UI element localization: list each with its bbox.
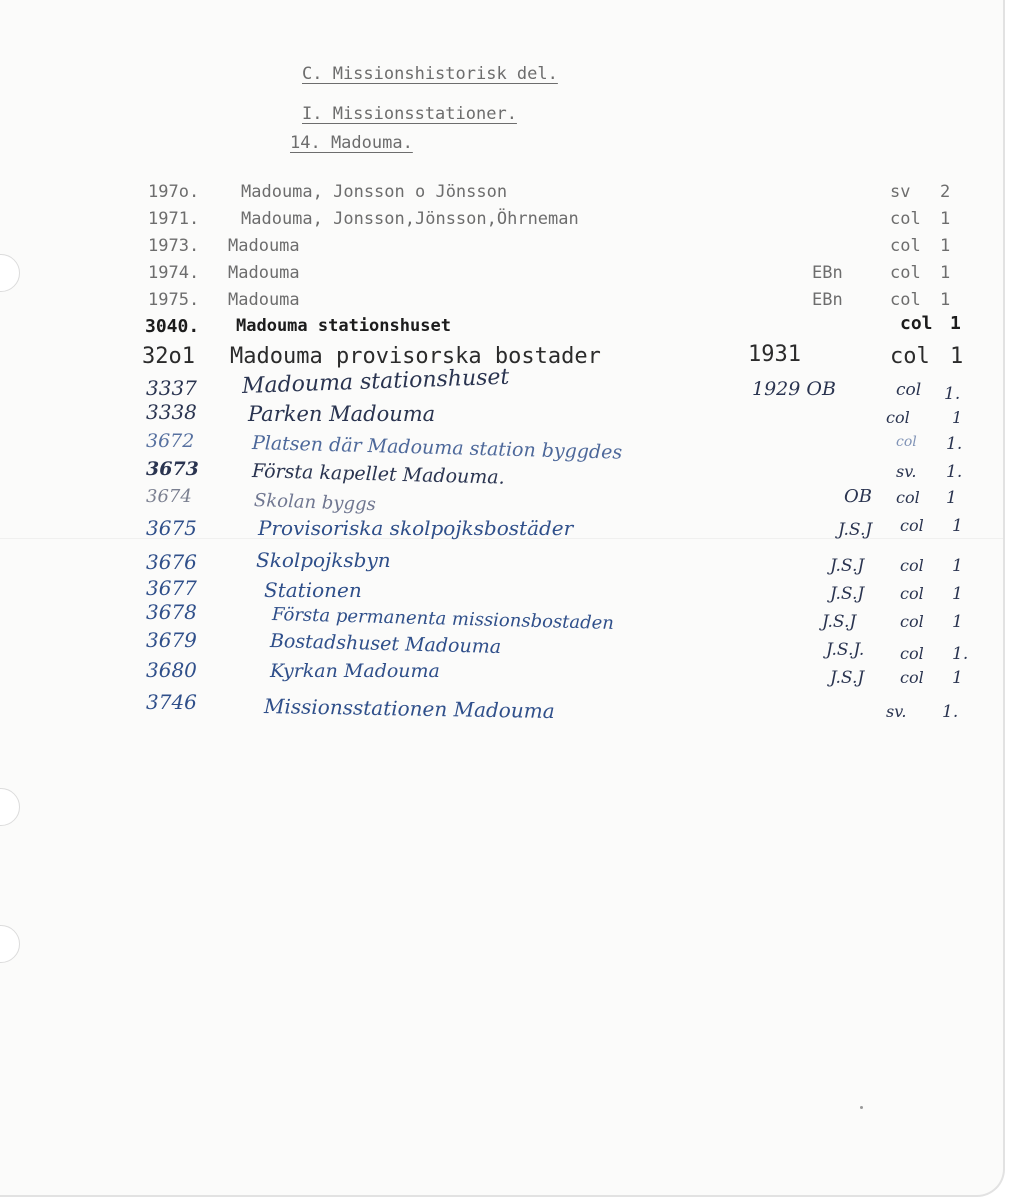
row-count: 1. (952, 644, 969, 664)
paper-speck (860, 1106, 863, 1109)
row-number: 3040. (145, 316, 200, 337)
row-type: col (900, 516, 924, 535)
row-type: col (900, 668, 924, 687)
row-code: 1931 (748, 342, 801, 367)
row-description: Madouma stationshuset (241, 364, 510, 399)
row-number: 3338 (146, 400, 197, 424)
row-number: 3678 (146, 600, 197, 624)
row-code: EBn (812, 290, 843, 310)
row-number: 1975. (148, 290, 200, 310)
row-code: OB (844, 486, 872, 507)
row-type: col (890, 344, 930, 369)
row-description: Skolan byggs (253, 490, 377, 516)
row-type: col (896, 434, 917, 450)
row-number: 3680 (146, 658, 197, 682)
row-type: col (890, 209, 921, 229)
row-number: 3673 (146, 458, 199, 480)
row-type: sv (890, 182, 911, 202)
row-description: Madouma (228, 290, 300, 310)
row-count: 1 (952, 516, 963, 536)
row-description: Madouma (228, 236, 300, 256)
row-count: 1. (946, 462, 963, 482)
row-number: 3677 (146, 576, 197, 600)
row-number: 197o. (148, 182, 200, 202)
row-type: col (900, 313, 933, 334)
row-code: 1929 OB (752, 378, 836, 400)
row-number: 3675 (146, 516, 197, 540)
row-type: col (900, 612, 924, 631)
item-heading: 14. Madouma. (290, 133, 413, 153)
row-count: 1 (946, 488, 957, 508)
row-description: Parken Madouma (248, 402, 436, 426)
row-type: sv. (896, 462, 917, 481)
row-description: Madouma, Jonsson o Jönsson (241, 182, 508, 202)
row-description: Kyrkan Madouma (270, 660, 440, 682)
row-code: J.S.J (830, 556, 865, 576)
row-description: Madouma (228, 263, 300, 283)
row-description: Platsen där Madouma station byggdes (251, 432, 623, 464)
row-count: 1 (952, 668, 963, 688)
row-description: Stationen (264, 578, 362, 602)
row-description: Madouma stationshuset (236, 316, 451, 336)
row-count: 1 (950, 313, 961, 334)
row-type: col (890, 290, 921, 310)
row-type: col (896, 380, 922, 400)
row-type: col (900, 556, 924, 575)
row-count: 1 (952, 408, 963, 427)
row-code: J.S.J. (826, 640, 865, 660)
row-code: J.S.J (830, 584, 865, 604)
row-number: 3672 (146, 430, 195, 452)
row-count: 2 (940, 182, 951, 202)
row-code: J.S.J (822, 612, 857, 632)
row-count: 1 (950, 344, 964, 369)
row-count: 1 (952, 584, 963, 604)
row-count: 1. (942, 702, 959, 722)
row-code: EBn (812, 263, 843, 283)
section-heading: C. Missionshistorisk del. (302, 64, 558, 84)
punch-hole (0, 254, 20, 292)
row-type: sv. (886, 702, 907, 721)
row-count: 1 (940, 290, 951, 310)
row-description: Madouma, Jonsson,Jönsson,Öhrneman (241, 209, 579, 229)
row-count: 1. (944, 384, 961, 404)
row-type: col (886, 408, 910, 427)
row-description: Bostadshuset Madouma (269, 630, 502, 659)
row-number: 1971. (148, 209, 200, 229)
row-type: col (890, 236, 921, 256)
row-description: Skolpojksbyn (256, 548, 391, 572)
row-type: col (896, 488, 920, 507)
row-type: col (890, 263, 921, 283)
subsection-heading: I. Missionsstationer. (302, 104, 517, 124)
row-count: 1. (946, 434, 963, 454)
row-description: Första permanenta missionsbostaden (271, 604, 615, 634)
row-description: Missionsstationen Madouma (263, 694, 555, 724)
row-code: J.S.J (830, 668, 865, 688)
row-number: 3746 (146, 690, 197, 714)
punch-hole (0, 788, 20, 826)
row-number: 3674 (146, 486, 192, 507)
row-description: Första kapellet Madouma. (251, 460, 505, 489)
punch-hole (0, 925, 20, 963)
row-number: 1974. (148, 263, 200, 283)
row-number: 3679 (146, 628, 197, 652)
row-count: 1 (952, 556, 963, 576)
row-count: 1 (940, 236, 951, 256)
row-type: col (900, 644, 924, 663)
row-description: Madouma provisorska bostader (230, 344, 601, 369)
row-number: 3676 (146, 550, 197, 574)
row-count: 1 (952, 612, 963, 632)
row-description: Provisoriska skolpojksbostäder (258, 516, 574, 540)
row-count: 1 (940, 209, 951, 229)
row-number: 32o1 (142, 344, 195, 369)
row-count: 1 (940, 263, 951, 283)
row-type: col (900, 584, 924, 603)
row-number: 3337 (146, 376, 197, 400)
row-code: J.S.J (838, 520, 873, 540)
row-number: 1973. (148, 236, 200, 256)
